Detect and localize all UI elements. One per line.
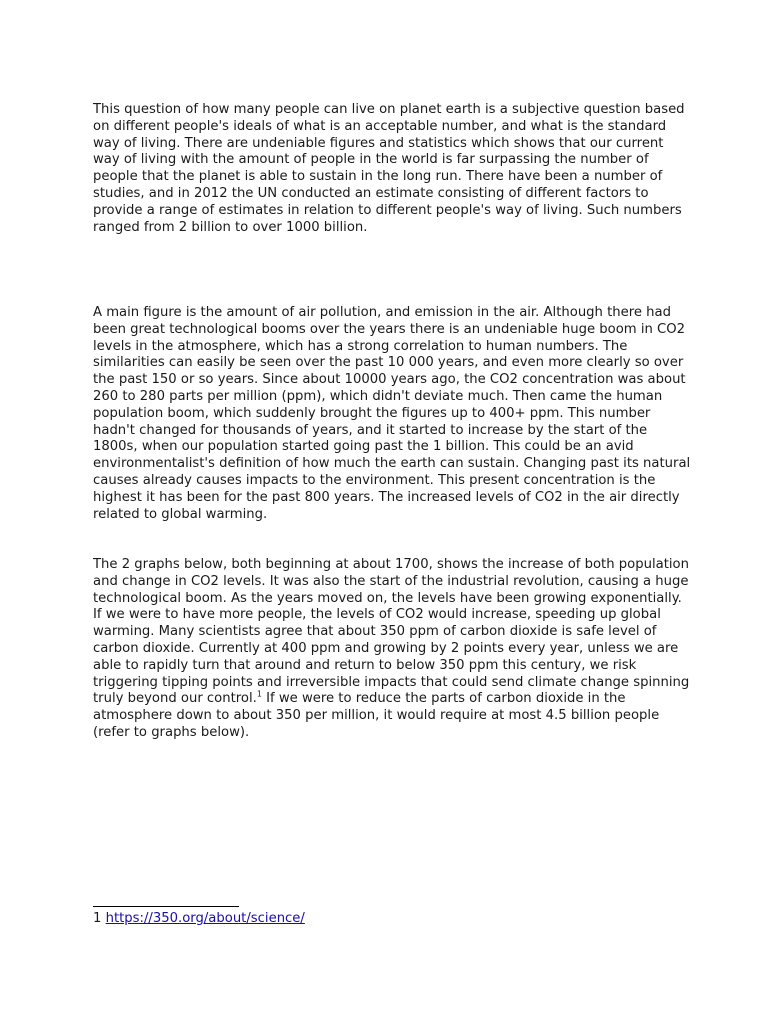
paragraph-1: This question of how many people can live on planet earth is a subjective question based on different people's ideals of what is an acceptable number, and what is the standard way of living. There are undeniable figures and statistics which shows that our current way of living with the amount of people in the world is far surpassing the number of people that the planet is able to sustain in the long run. There have been a number of studies, and in 2012 the UN conducted an estimate consisting of different factors to provide a range of estimates in relation to different people's way of living. Such numbers ranged from 2 billion to over 1000 billion. bbox=[93, 102, 685, 235]
footnote bbox=[93, 910, 305, 927]
paragraph-3-text-after-ref: If we were to reduce the parts of carbon dioxide in the atmosphere down to about 350 per million, it would require at most 4.5 billion people (refer to graphs below). bbox=[93, 691, 660, 740]
paragraph-2: A main figure is the amount of air pollution, and emission in the air. Although there had been great technological booms over the years there is an undeniable huge boom in CO2 levels in the atmosphere, which has a strong correlation to human numbers. The similarities can easily be seen over the past 10 000 years, and even more clearly so over the past 150 or so years. Since about 10000 years ago, the CO2 concentration was about 260 to 280 parts per million (ppm), which didn't deviate much. Then came the human population boom, which suddenly brought the figures up to 400+ ppm. This number hadn't changed for thousands of years, and it started to increase by the start of the 1800s, when our population started going past the 1 billion. This could be an avid environmentalist's definition of how much the earth can sustain. Changing past its natural causes already causes impacts to the environment. This present concentration is the highest it has been for the past 800 years. The increased levels of CO2 in the air directly related to global warming. bbox=[93, 305, 691, 522]
paragraph-3 bbox=[93, 557, 693, 742]
footnote-number: 1 bbox=[93, 911, 102, 926]
footnote-link[interactable]: https://350.org/about/science/ bbox=[105, 911, 305, 926]
footnote-separator bbox=[93, 906, 239, 907]
paragraph-3-text-before-ref: The 2 graphs below, both beginning at about 1700, shows the increase of both population and change in CO2 levels. It was also the start of the industrial revolution, causing a huge technological boom. As the years moved on, the levels have been growing exponentially. If we were to have more people, the levels of CO2 would increase, speeding up global warming. Many scientists agree that about 350 ppm of carbon dioxide is safe level of carbon dioxide. Currently at 400 ppm and growing by 2 points every year, unless we are able to rapidly turn that around and return to below 350 ppm this century, we risk triggering tipping points and irreversible impacts that could send climate change spinning truly beyond our control. bbox=[93, 557, 690, 707]
footnote-reference: 1 bbox=[256, 689, 262, 699]
